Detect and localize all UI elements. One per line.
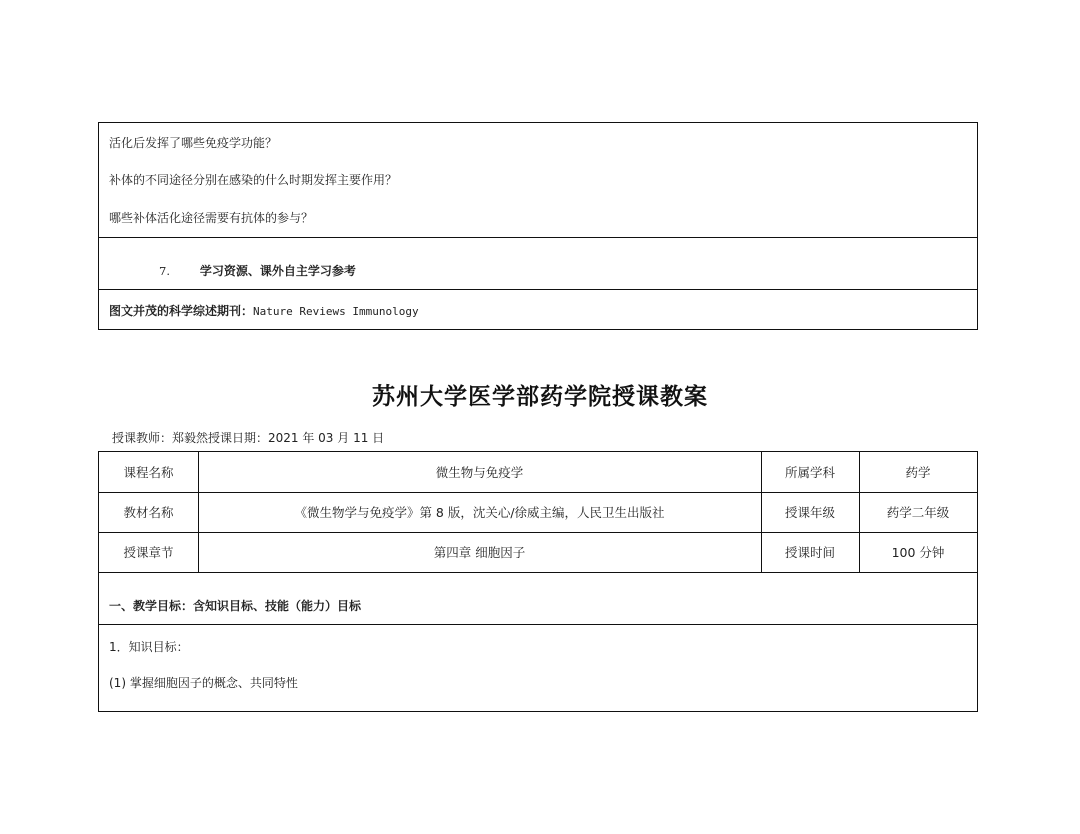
chapter-label: 授课章节: [123, 545, 174, 560]
page-title: 苏州大学医学部药学院授课教案: [372, 383, 708, 410]
divider: [99, 237, 977, 238]
grade-value: 药学二年级: [886, 505, 950, 520]
section-7-title: 学习资源、课外自主学习参考: [199, 264, 356, 278]
section-7-number: 7.: [159, 264, 170, 278]
course-name-label: 课程名称: [123, 465, 174, 480]
question-3: 哪些补体活化途径需要有抗体的参与？: [109, 211, 314, 225]
course-name-value: 微生物与免疫学: [435, 465, 524, 480]
grade-label: 授课年级: [784, 505, 835, 520]
discipline-label: 所属学科: [784, 465, 835, 480]
duration-label: 授课时间: [784, 545, 835, 560]
textbook-value: 《微生物学与免疫学》第 8 版，沈关心/徐威主编，人民卫生出版社: [294, 505, 665, 520]
objective-item-1: (1) 掌握细胞因子的概念、共同特性: [109, 676, 298, 690]
divider: [99, 289, 977, 290]
journal-name: Nature Reviews Immunology: [253, 305, 419, 318]
prev-page-table: [98, 122, 978, 330]
question-1: 活化后发挥了哪些免疫学功能？: [109, 136, 278, 150]
row-divider: [99, 624, 977, 625]
discipline-value: 药学: [905, 465, 931, 480]
question-2: 补体的不同途径分别在感染的什么时期发挥主要作用？: [109, 173, 398, 187]
resource-line: [109, 302, 419, 319]
teacher-date-line: 授课教师：郑毅然授课日期：2021 年 03 月 11 日: [112, 431, 385, 445]
teaching-objectives-heading: 一、教学目标：含知识目标、技能（能力）目标: [109, 599, 362, 613]
lesson-plan-table: [98, 451, 978, 712]
section-7-heading: [159, 262, 356, 279]
resource-label: 图文并茂的科学综述期刊：: [109, 304, 254, 318]
duration-value: 100 分钟: [891, 545, 945, 560]
chapter-value: 第四章 细胞因子: [433, 545, 526, 560]
row-divider: [99, 572, 977, 573]
textbook-label: 教材名称: [123, 505, 174, 520]
knowledge-objective-label: 1．知识目标：: [109, 640, 189, 654]
